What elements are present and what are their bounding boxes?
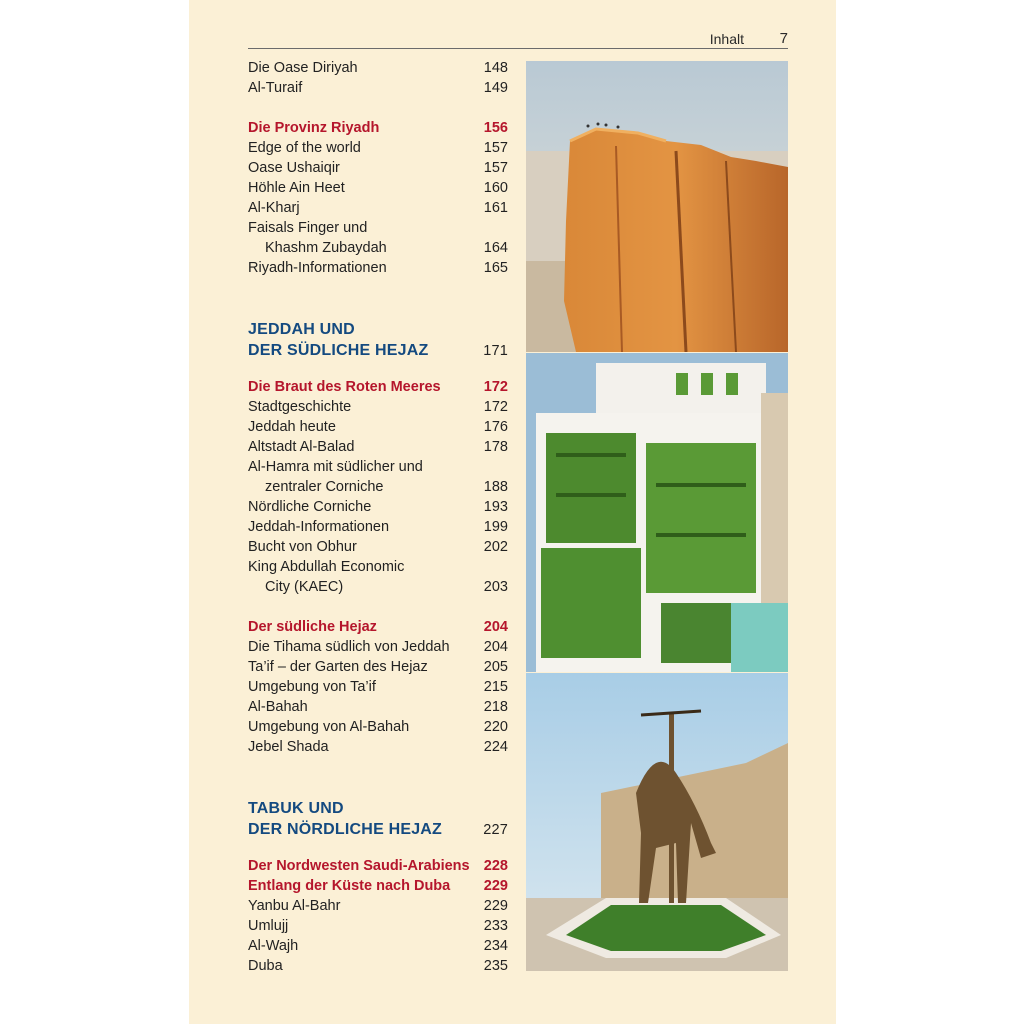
- camel-statue-photo: [526, 673, 788, 971]
- toc-label: Al-Hamra mit südlicher und: [248, 459, 423, 475]
- toc-entry[interactable]: [248, 437, 510, 457]
- toc-label: Umgebung von Al-Bahah: [248, 719, 410, 735]
- toc-entry[interactable]: [248, 517, 510, 537]
- toc-page: 215: [483, 679, 508, 695]
- toc-label: TABUK UND: [248, 800, 344, 817]
- toc-label: Die Oase Diriyah: [248, 60, 358, 76]
- toc-chapter[interactable]: [248, 820, 510, 840]
- table-of-contents: [248, 0, 510, 1024]
- toc-entry[interactable]: [248, 936, 510, 956]
- toc-entry[interactable]: [248, 58, 510, 78]
- toc-page: 171: [483, 343, 508, 359]
- toc-chapter[interactable]: [248, 320, 510, 340]
- toc-page: 229: [483, 878, 508, 894]
- toc-page: 188: [483, 479, 508, 495]
- toc-entry[interactable]: [248, 457, 510, 477]
- toc-label: Die Braut des Roten Meeres: [248, 379, 441, 395]
- toc-entry[interactable]: [248, 577, 510, 597]
- toc-entry[interactable]: [248, 557, 510, 577]
- toc-label: Al-Turaif: [248, 80, 303, 96]
- toc-label: Stadtgeschichte: [248, 399, 352, 415]
- toc-page: 202: [483, 539, 508, 555]
- toc-label: Umlujj: [248, 918, 289, 934]
- toc-label: zentraler Corniche: [265, 479, 384, 495]
- toc-label: Khashm Zubaydah: [265, 240, 387, 256]
- toc-page: 203: [483, 579, 508, 595]
- toc-page: 178: [483, 439, 508, 455]
- toc-page: 165: [483, 260, 508, 276]
- toc-label: Höhle Ain Heet: [248, 180, 345, 196]
- toc-page: 224: [483, 739, 508, 755]
- toc-subsection[interactable]: [248, 617, 510, 637]
- toc-label: DER NÖRDLICHE HEJAZ: [248, 821, 443, 838]
- toc-page: 235: [483, 958, 508, 974]
- toc-chapter[interactable]: [248, 799, 510, 819]
- toc-label: City (KAEC): [265, 579, 344, 595]
- toc-entry[interactable]: [248, 497, 510, 517]
- toc-page: 148: [483, 60, 508, 76]
- toc-page: 234: [483, 938, 508, 954]
- toc-page: 204: [483, 639, 508, 655]
- toc-page: 161: [483, 200, 508, 216]
- toc-label: Die Provinz Riyadh: [248, 120, 380, 136]
- toc-entry[interactable]: [248, 537, 510, 557]
- toc-entry[interactable]: [248, 78, 510, 98]
- toc-entry[interactable]: [248, 916, 510, 936]
- toc-page: 193: [483, 499, 508, 515]
- toc-page: 218: [483, 699, 508, 715]
- toc-label: Al-Kharj: [248, 200, 300, 216]
- toc-entry[interactable]: [248, 697, 510, 717]
- toc-label: Umgebung von Ta’if: [248, 679, 376, 695]
- toc-page: 157: [483, 160, 508, 176]
- header-page-number: 7: [779, 30, 788, 47]
- toc-entry[interactable]: [248, 198, 510, 218]
- toc-entry[interactable]: [248, 657, 510, 677]
- toc-label: Riyadh-Informationen: [248, 260, 387, 276]
- toc-entry[interactable]: [248, 417, 510, 437]
- toc-entry[interactable]: [248, 717, 510, 737]
- toc-label: Der Nordwesten Saudi-Arabiens: [248, 858, 470, 874]
- toc-page: 176: [483, 419, 508, 435]
- jeddah-building-photo: [526, 353, 788, 672]
- toc-page: 204: [483, 619, 508, 635]
- toc-entry[interactable]: [248, 637, 510, 657]
- toc-subsection[interactable]: [248, 876, 510, 896]
- toc-entry[interactable]: [248, 158, 510, 178]
- toc-label: Nördliche Corniche: [248, 499, 372, 515]
- toc-label: Edge of the world: [248, 140, 361, 156]
- toc-label: Faisals Finger und: [248, 220, 368, 236]
- toc-label: Al-Wajh: [248, 938, 299, 954]
- toc-entry[interactable]: [248, 737, 510, 757]
- toc-entry[interactable]: [248, 238, 510, 258]
- toc-page: 220: [483, 719, 508, 735]
- toc-label: Altstadt Al-Balad: [248, 439, 355, 455]
- toc-page: 164: [483, 240, 508, 256]
- toc-label: Jeddah heute: [248, 419, 336, 435]
- toc-entry[interactable]: [248, 477, 510, 497]
- toc-page: 205: [483, 659, 508, 675]
- toc-label: Al-Bahah: [248, 699, 308, 715]
- toc-subsection[interactable]: [248, 856, 510, 876]
- toc-page: 233: [483, 918, 508, 934]
- toc-label: Die Tihama südlich von Jeddah: [248, 639, 450, 655]
- toc-label: Entlang der Küste nach Duba: [248, 878, 451, 894]
- toc-label: Oase Ushaiqir: [248, 160, 340, 176]
- toc-entry[interactable]: [248, 677, 510, 697]
- toc-label: DER SÜDLICHE HEJAZ: [248, 342, 429, 359]
- toc-page: 157: [483, 140, 508, 156]
- toc-label: JEDDAH UND: [248, 321, 355, 338]
- toc-page: 149: [483, 80, 508, 96]
- toc-page: 228: [483, 858, 508, 874]
- toc-page: 227: [483, 822, 508, 838]
- toc-label: Yanbu Al-Bahr: [248, 898, 341, 914]
- toc-page: 172: [483, 399, 508, 415]
- toc-entry[interactable]: [248, 178, 510, 198]
- toc-page: 199: [483, 519, 508, 535]
- toc-entry[interactable]: [248, 258, 510, 278]
- toc-entry[interactable]: [248, 896, 510, 916]
- toc-page: 160: [483, 180, 508, 196]
- toc-label: Ta’if – der Garten des Hejaz: [248, 659, 428, 675]
- toc-page: 172: [483, 379, 508, 395]
- toc-chapter[interactable]: [248, 341, 510, 361]
- toc-subsection[interactable]: [248, 118, 510, 138]
- toc-page: 229: [483, 898, 508, 914]
- toc-label: Jebel Shada: [248, 739, 329, 755]
- toc-label: King Abdullah Economic: [248, 559, 405, 575]
- cliff-photo: [526, 61, 788, 352]
- toc-entry[interactable]: [248, 218, 510, 238]
- header-section-title: Inhalt: [709, 31, 744, 47]
- toc-entry[interactable]: [248, 397, 510, 417]
- toc-subsection[interactable]: [248, 377, 510, 397]
- toc-label: Duba: [248, 958, 283, 974]
- toc-page: 156: [483, 120, 508, 136]
- toc-label: Der südliche Hejaz: [248, 619, 377, 635]
- toc-label: Jeddah-Informationen: [248, 519, 390, 535]
- toc-entry[interactable]: [248, 138, 510, 158]
- toc-label: Bucht von Obhur: [248, 539, 357, 555]
- toc-entry[interactable]: [248, 956, 510, 976]
